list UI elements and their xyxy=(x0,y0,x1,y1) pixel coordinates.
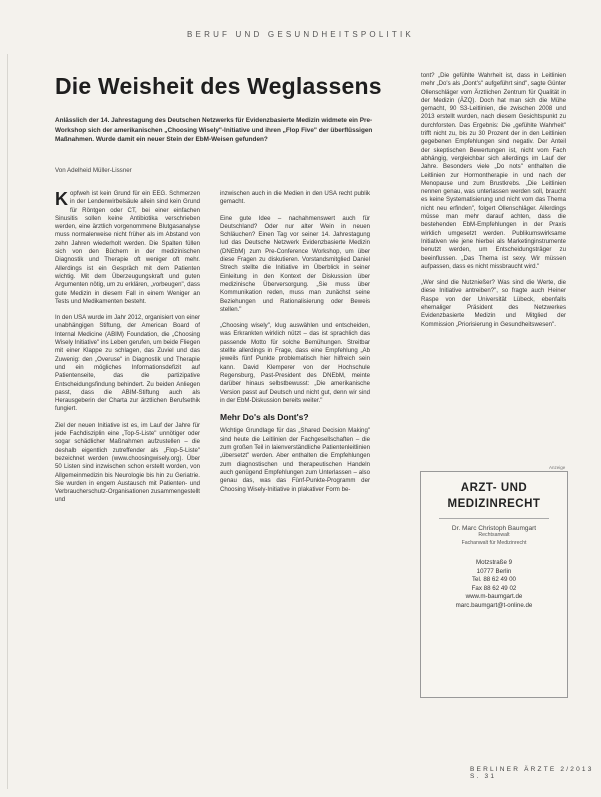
advertisement-box xyxy=(420,471,568,698)
text-column-2 xyxy=(220,190,370,502)
ad-heading-line-2: MEDIZINRECHT xyxy=(447,498,541,510)
page-edge-rule xyxy=(7,54,8,789)
ad-phone: Tel. 88 62 49 00 xyxy=(471,576,517,583)
ad-label: Anzeige xyxy=(549,465,566,470)
article-author: Von Adelheid Müller-Lissner xyxy=(55,167,132,174)
ad-divider xyxy=(439,518,549,519)
ad-lawyer-name: Dr. Marc Christoph Baumgart xyxy=(451,525,537,532)
page-footer: BERLINER ÄRZTE 2/2013 S. 31 xyxy=(470,766,594,780)
ad-contact xyxy=(421,559,567,610)
paragraph: In den USA wurde im Jahr 2012, organisiert von einer unabhängigen Stiftung, der American Board of Internal Medicine (ABIM) Foundation, die „Choosing Wisely Initiative" ins Leben gerufen, um beide Fliegen mit einer Klappe zu schlagen, das Zuviel und das Zuwenig: den „Overuse" in Diagnostik und Therapie und ein mögliches Informationsdefizit auf Patientenseite, das die partizipative Entscheidungsfindung behindert. Zu beiden Anliegen passt, dass die ABIM-Stiftung auch als Herausgeberin der Charta zur ärztlichen Berufsethik fungiert. xyxy=(55,314,200,413)
ad-city: 10777 Berlin xyxy=(476,567,512,575)
paragraph: „Choosing wisely", klug auswählen und entscheiden, was Erkrankten wirklich nützt – das ist sprachlich das passende Motto für solche Bemühungen. Streitbar stellte allerdings in Frage, dass eine Empfehlung „Ab jeweils fünf Punkte problematisch hier hilfreich sein kann. David Klemperer von der Hochschule Regensburg, Past-President des DNEbM, meinte darüber hinaus selbstbewusst: „Die amerikanische Version passt auf Deutsch und nicht gut, denn wir sind in der EbM-Diskussion bereits weiter." xyxy=(220,322,370,404)
ad-heading-line-1: ARZT- UND xyxy=(460,482,528,494)
paragraph-text: opfweh ist kein Grund für ein EEG. Schmerzen in der Lendenwirbelsäule allein sind kein Grund für Röntgen oder CT, bei einer einfachen Sinusitis sollen keine Antibiotika verschrieben werden, eine ärztlich vorgenommene Blutgasanalyse muss normalerweise nicht früher als im Abstand von zehn Jahren wiederholt werden. Die Spalten füllen sich von den Büchern in der medizinischen Diagnostik und Therapie oft weniger oft mehr. Allerdings ist ein Gespräch mit dem Patienten wichtig. Mit dem Überzeugungskraft und guten Argumenten nötig, um zu erklären, „vorbeugen", dass gute Medizin in diesem Fall in einem Weniger an Tests und Medikamenten besteht. xyxy=(55,190,200,305)
section-header: BERUF UND GESUNDHEITSPOLITIK xyxy=(187,30,414,39)
paragraph: Wichtige Grundlage für das „Shared Decision Making" sind heute die Leitlinien der Fachgesellschaften – die zum großen Teil in laienverständliche Patientenleitlinien „übersetzt" werden. Aber enthalten die Empfehlungen zum diagnostischen und therapeutischen Handeln auch genügend Empfehlungen zum Unterlassen – also genau das, was das Fünf-Punkte-Programm der Choosing Wisely-Initiative in plakativer Form be- xyxy=(220,427,370,493)
ad-specialty: Fachanwalt für Medizinrecht xyxy=(461,539,527,546)
ad-email: marc.baumgart@t-online.de xyxy=(455,601,533,609)
ad-website: www.m-baumgart.de xyxy=(465,593,523,600)
paragraph: Eine gute Idee – nachahmenswert auch für Deutschland? Oder nur alter Wein in neuen Schläuchen? Einen Tag vor seiner 14. Jahrestagung lud das Deutsche Netzwerk Evidenzbasierte Medizin (DNEbM) zum Pre-Conference Workshop, um über diese Fragen zu diskutieren. Vorstandsmitglied Daniel Strech stellte die Initiative im Überblick in seiner Einleitung in den Kontext der Diskussion über medizinische Überversorgung. „Sie muss über Kommunikation reden, muss man zunächst seine Beziehungen und Rationalisierung oder Beweis stellen." xyxy=(220,214,370,313)
paragraph xyxy=(55,190,200,306)
paragraph: inzwischen auch in die Medien in den USA recht publik gemacht. xyxy=(220,190,370,206)
text-column-1 xyxy=(55,190,200,513)
text-column-3 xyxy=(421,72,566,337)
ad-heading xyxy=(421,480,567,512)
drop-cap: K xyxy=(55,189,68,209)
subheading: Mehr Do's als Dont's? xyxy=(220,412,309,423)
ad-fax: Fax 88 62 49 02 xyxy=(471,584,517,592)
article-title: Die Weisheit des Weglassens xyxy=(55,73,382,99)
ad-street: Motzstraße 9 xyxy=(475,559,513,566)
paragraph: Ziel der neuen Initiative ist es, im Lauf der Jahre für jede Fachdisziplin eine „Top-5-Liste" unnötiger oder sogar schädlicher Maßnahmen aufzustellen – die deshalb eigentlich zutreffender als „Flop-5-Liste" bezeichnet werden (www.choosingwisely.org). Über 50 Listen sind inzwischen schon erstellt worden, von Allgemeinmedizin bis Neurologie bis hin zu Geriatrie. Sie wurden in engem Austausch mit Patienten- und Verbraucherschutz-Organisationen zusammengestellt und xyxy=(55,421,200,504)
article-lead: Anlässlich der 14. Jahrestagung des Deutschen Netzwerks für Evidenzbasierte Medizin widmete ein Pre-Workshop sich der amerikanischen „Choosing Wisely"-Initiative und ihren „Flop Five" der überflüssigen Maßnahmen. Wurde damit ein neuer Stein der EbM-Weisen gefunden? xyxy=(55,117,373,144)
ad-role: Rechtsanwalt xyxy=(478,532,510,538)
paragraph: „Wer sind die Nutznießer? Was sind die Werte, die diese Initiative antreiben?", so fragte auch Heiner Raspe von der Universität Lübeck, ebenfalls ehemaliger Präsident des Netzwerkes Evidenzbasierte Medizin und Mitglied der Kommission „Priorisierung in Gesundheitswesen". xyxy=(421,279,566,328)
paragraph: tont? „Die gefühlte Wahrheit ist, dass in Leitlinien mehr „Do's als „Dont's" aufgeführt sind", sagte Günter Ollenschläger vom Ärztlichen Zentrum für Qualität in der Medizin (ÄZQ). Doch hat man sich die Mühe gemacht, 90 S3-Leitlinien, die zwischen 2008 und 2013 erstellt wurden, nach diesem Gesichtspunkt zu durchforsten. Das Ergebnis: Die „gefühlte Wahrheit" trifft nicht zu, bis zu 30 Prozent der in den Leitlinien gegebenen Empfehlungen sind negativ. Der Anteil der skeptischen Bewertungen ist, nicht vom Fach abhängig, vergleichbar sich allerdings im Lauf der Jahre. Besonders viele „Do nots" enthalten die Leitlinien zur Hormontherapie in und nach der Menopause und zum Brustkrebs. „Die Leitlinien nennen genau, was unterlassen werden soll, braucht es keine Systematisierung und nicht vom das Thema nicht neu erfinden", folgert Ollenschläger. Allerdings müsse man mehr darauf achten, dass die bestehenden EbM-Empfehlungen in der Praxis wirklich umgesetzt werden. Publikumswirksame Initiativen wie jene hierbei als Marketinginstrumente benutzt werden, um Entscheidungsträger zu beeinflussen. „Das Thema ist sexy. Wir müssen aufpassen, dass es nicht missbraucht wird." xyxy=(421,72,566,270)
